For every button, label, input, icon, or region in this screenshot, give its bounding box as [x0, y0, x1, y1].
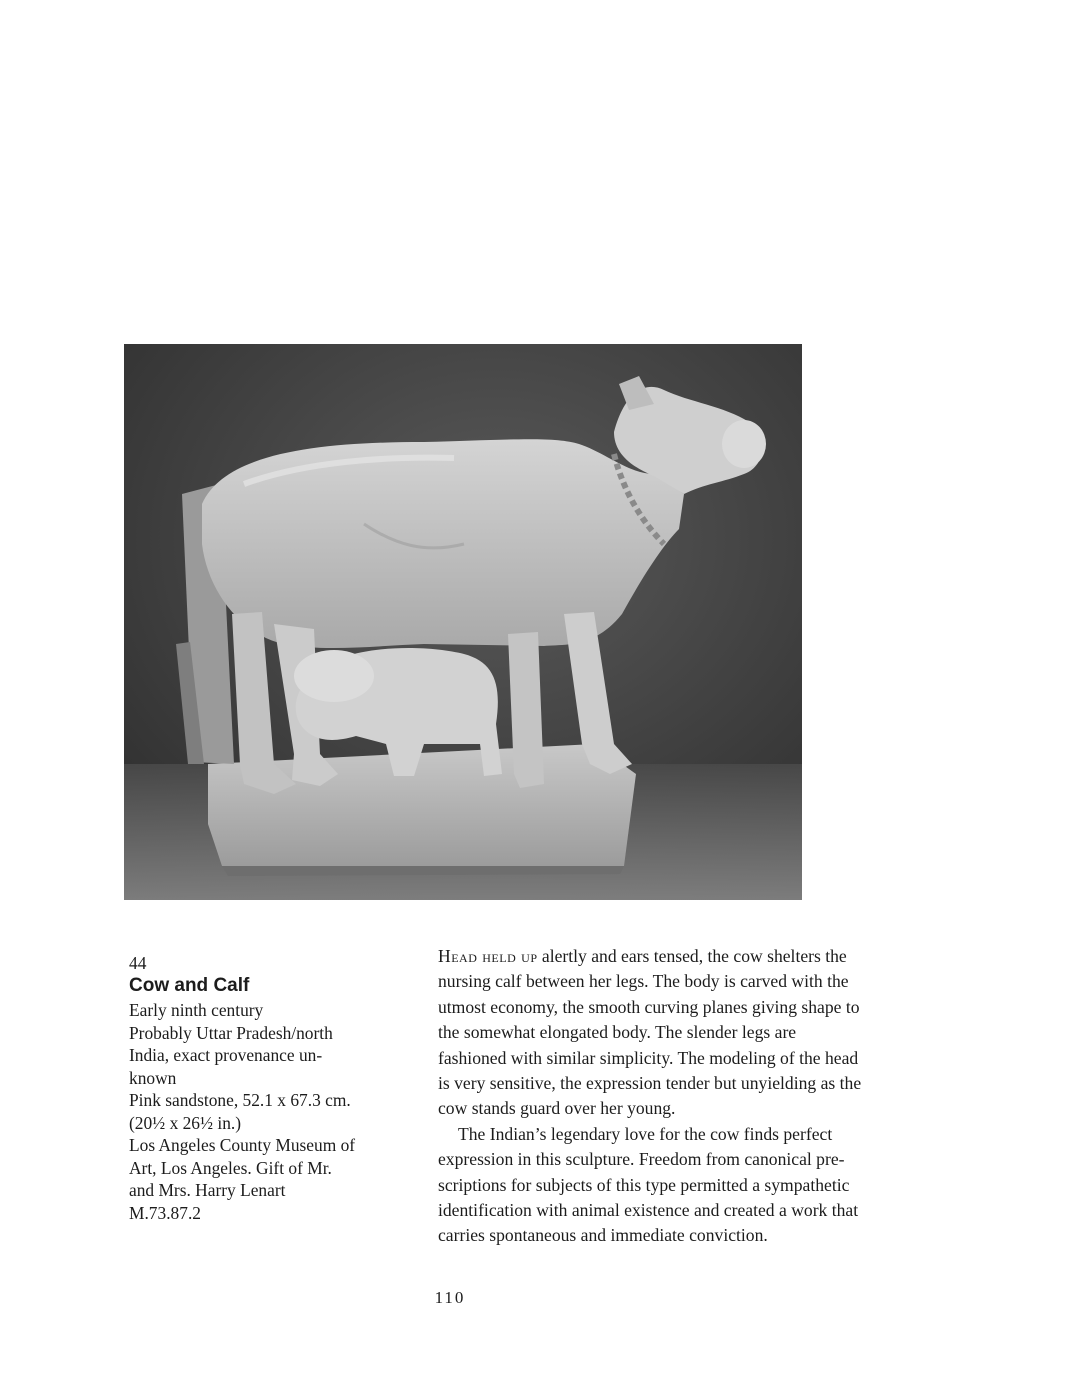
caption-line: M.73.87.2	[129, 1202, 201, 1223]
caption-line: (20½ x 26½ in.)	[129, 1112, 242, 1133]
catalog-number: 44	[129, 953, 147, 973]
catalog-entry	[129, 952, 399, 1224]
caption-line: Probably Uttar Pradesh/north	[129, 1022, 333, 1043]
essay-line: utmost economy, the smooth curving planes giving shape to	[438, 996, 860, 1017]
essay-line	[438, 944, 958, 969]
essay-line: The Indian’s legendary love for the cow finds perfect	[458, 1123, 833, 1144]
essay-paragraph-1	[438, 944, 958, 1122]
lead-in-small-caps: Head held up	[438, 946, 538, 966]
essay-line: identification with animal existence and created a work that	[438, 1200, 859, 1221]
essay-line-rest: alertly and ears tensed, the cow shelters the	[537, 946, 847, 966]
caption-line: India, exact provenance un-	[129, 1045, 323, 1065]
essay-line: is very sensitive, the expression tender but unyielding as the	[438, 1073, 862, 1094]
sculpture-photograph	[124, 344, 802, 900]
essay-line: expression in this sculpture. Freedom from canonical pre-	[438, 1149, 845, 1170]
caption-line: Los Angeles County Museum of	[129, 1135, 356, 1155]
essay-line: carries spontaneous and immediate conviction.	[438, 1225, 768, 1246]
caption-line: Pink sandstone, 52.1 x 67.3 cm.	[129, 1090, 351, 1110]
essay-line: scriptions for subjects of this type permitted a sympathetic	[438, 1174, 850, 1195]
essay-line: fashioned with similar simplicity. The modeling of the head	[438, 1047, 859, 1068]
caption-line: Early ninth century	[129, 1000, 264, 1020]
page-number: 110	[434, 1288, 466, 1307]
caption-line: Art, Los Angeles. Gift of Mr.	[129, 1157, 332, 1178]
essay-paragraph-2	[438, 1122, 958, 1249]
essay-line: the somewhat elongated body. The slender legs are	[438, 1022, 797, 1043]
essay-line: cow stands guard over her young.	[438, 1098, 676, 1119]
cow-and-calf-image	[124, 344, 802, 900]
caption-line: known	[129, 1067, 177, 1088]
artwork-title: Cow and Calf	[129, 975, 250, 996]
essay-line: nursing calf between her legs. The body is carved with the	[438, 971, 849, 992]
essay-text	[438, 944, 958, 1249]
caption-line: and Mrs. Harry Lenart	[129, 1180, 286, 1200]
